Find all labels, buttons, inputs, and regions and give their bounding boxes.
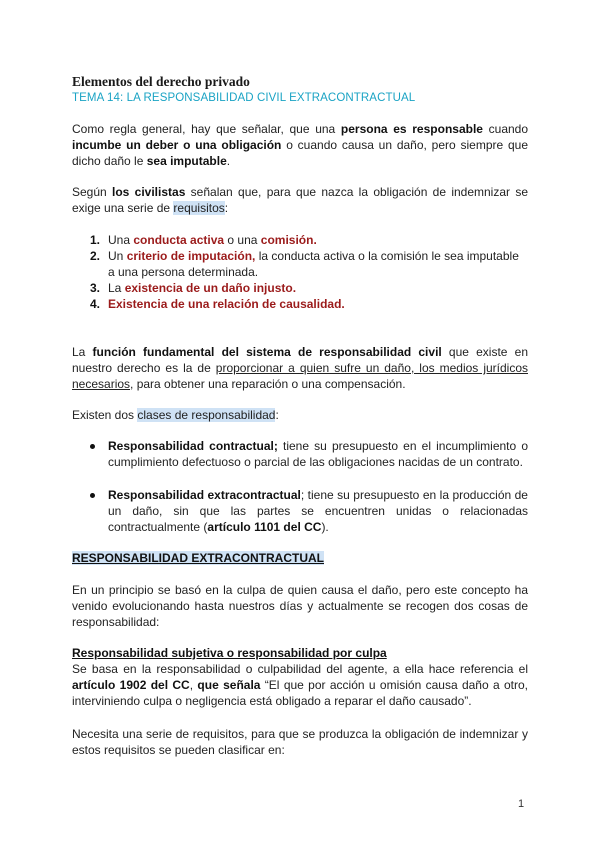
- document-title: Elementos del derecho privado: [72, 74, 250, 89]
- classes-list-item-2: [72, 487, 528, 535]
- subsection-heading: Responsabilidad subjetiva o responsabilidad por culpa: [72, 646, 387, 660]
- page-number: 1: [518, 798, 525, 810]
- list-item: Responsabilidad extracontractual; tiene su presupuesto en la producción de un daño, sin que las partes se encuentren unidas o relacionadas contractualmente (artículo 1101 del CC).: [72, 487, 528, 535]
- function-paragraph: La función fundamental del sistema de responsabilidad civil que existe en nuestro derecho es la de proporcionar a quien sufre un daño, los medios jurídicos necesarios, para obtener una reparación o una compensación.: [72, 345, 529, 391]
- section-paragraph: En un principio se basó en la culpa de quien causa el daño, pero este concepto ha venido evolucionando hasta nuestros días y actualmente se recogen dos cosas de responsabilidad:: [72, 583, 528, 629]
- list-item: 1. Una conducta activa o una comisión.: [90, 233, 317, 247]
- intro-paragraph: Como regla general, hay que señalar, que una persona es responsable cuando incumbe un deber o una obligación o cuando causa un daño, pero siempre que dicho daño le sea imputable.: [72, 122, 529, 168]
- list-item: 3. La existencia de un daño injusto.: [90, 281, 297, 295]
- subjective-paragraph: Se basa en la responsabilidad o culpabilidad del agente, a ella hace referencia el artículo 1902 del CC, que señala “El que por acción u omisión causa daño a otro, interviniendo culpa o negligencia está obligado a reparar el daño causado”.: [72, 662, 529, 708]
- list-item: 2. Un criterio de imputación, la conducta activa o la comisión le sea imputable a una persona determinada.: [90, 249, 519, 279]
- classes-list-item-1: [72, 438, 528, 470]
- final-paragraph: Necesita una serie de requisitos, para que se produzca la obligación de indemnizar y estos requisitos se pueden clasificar en:: [72, 727, 528, 757]
- section-heading: RESPONSABILIDAD EXTRACONTRACTUAL: [72, 551, 324, 565]
- list-item: Responsabilidad contractual; tiene su presupuesto en el incumplimiento o cumplimiento defectuoso o parcial de las obligaciones nacidas de un contrato.: [72, 438, 528, 470]
- requirements-list: [72, 232, 528, 312]
- highlighted-term: requisitos: [173, 201, 225, 215]
- topic-heading: TEMA 14: LA RESPONSABILIDAD CIVIL EXTRACONTRACTUAL: [72, 92, 416, 104]
- bullet-icon: [90, 493, 95, 498]
- highlighted-term: clases de responsabilidad: [137, 408, 276, 422]
- list-item: 4. Existencia de una relación de causalidad.: [90, 297, 345, 311]
- civilistas-paragraph: Según los civilistas señalan que, para que nazca la obligación de indemnizar se exige una serie de requisitos:: [72, 185, 529, 215]
- bullet-icon: [90, 444, 95, 449]
- classes-intro: Existen dos clases de responsabilidad:: [72, 408, 279, 422]
